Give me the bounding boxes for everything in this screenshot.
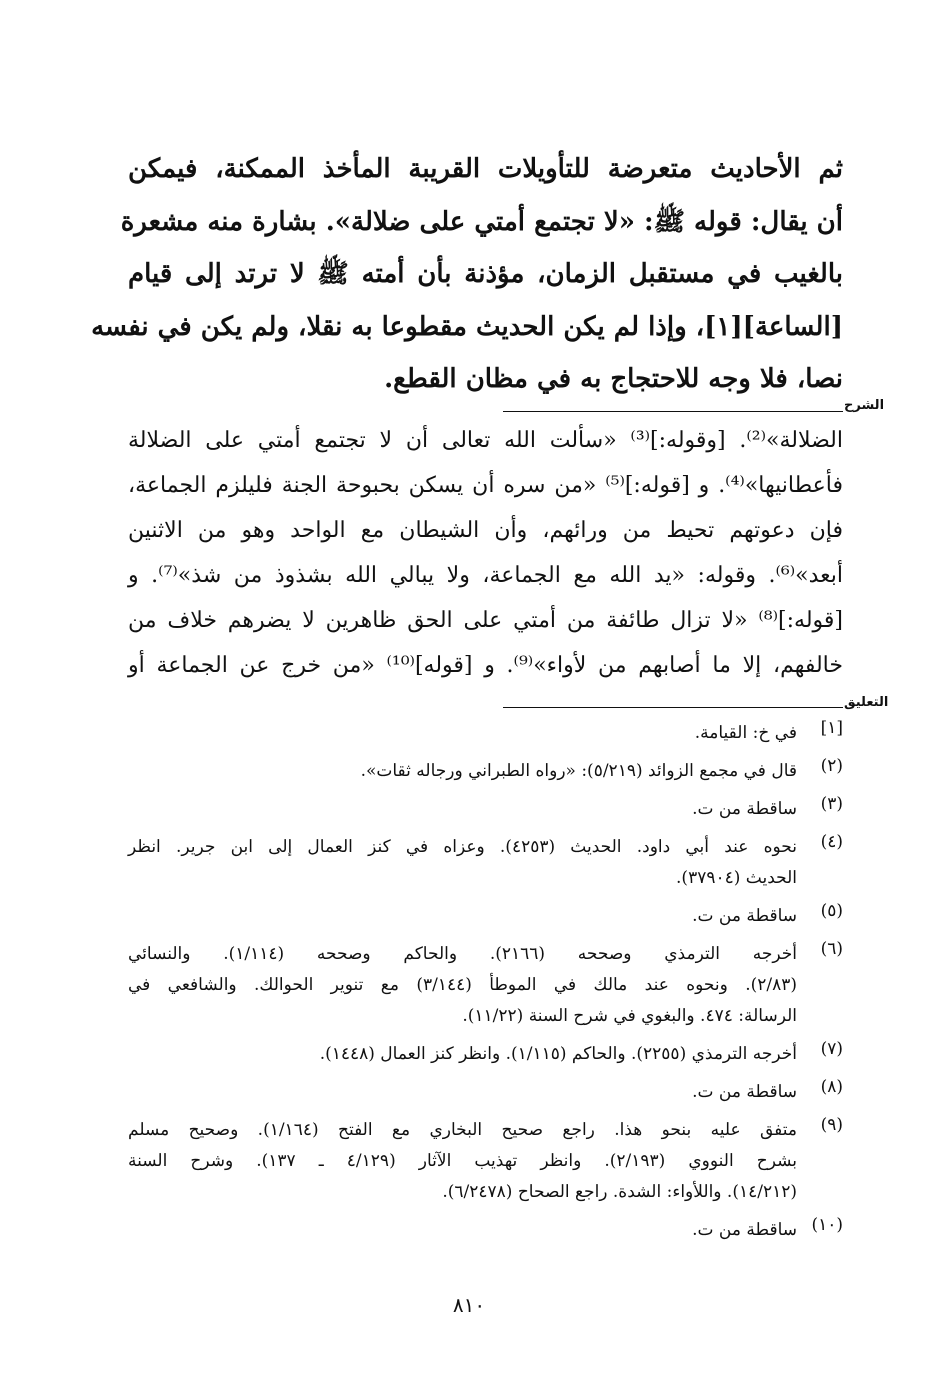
- main-text-line: بالغيب في مستقبل الزمان، مؤذنة بأن أمته ﷺ لا ترتد إلى قيام: [128, 259, 843, 289]
- footnote-item: [128, 794, 843, 825]
- footnote-line: نحوه عند أبي داود. الحديث (٤٢٥٣). وعزاه في كنز العمال إلى ابن جرير. انظر: [128, 837, 797, 857]
- main-text-line: نصا، فلا وجه للاحتجاج به في مظان القطع.: [384, 364, 843, 394]
- sharh-rule: [503, 411, 843, 412]
- sharh-line: الضلالة»⁽²⁾. [وقوله:]⁽³⁾ «سألت الله تعالى أن لا تجتمع أمتي على الضلالة: [128, 428, 843, 453]
- main-text: [91, 143, 843, 406]
- footnote-item: [128, 1077, 843, 1108]
- sharh-line: [قوله:]⁽⁸⁾ «لا تزال طائفة من أمتي على الحق ظاهرين لا يضرهم خلاف من: [128, 608, 843, 633]
- footnote-item: [128, 1039, 843, 1070]
- footnote-line: ساقطة من ت.: [692, 906, 797, 926]
- sharh-line: فأعطانيها»⁽⁴⁾. و [قوله:]⁽⁵⁾ «من سره أن يسكن بحبوحة الجنة فليلزم الجماعة،: [128, 473, 843, 498]
- sharh-text: [128, 418, 843, 688]
- sharh-line: فإن دعوتهم تحيط من ورائهم، وأن الشيطان مع الواحد وهو من الاثنين: [128, 518, 843, 543]
- footnote-line: بشرح النووي (٢/١٩٣). وانظر تهذيب الآثار (٤/١٢٩ ـ ١٣٧). وشرح السنة: [128, 1151, 797, 1171]
- footnote-number: (٥): [820, 901, 843, 921]
- footnote-text: [128, 1077, 797, 1108]
- footnote-text: [128, 718, 797, 749]
- footnote-item: [128, 756, 843, 787]
- sharh-line: خالفهم، إلا ما أصابهم من لأواء»⁽⁹⁾. و [قوله]⁽¹⁰⁾ «من خرج عن الجماعة أو: [128, 653, 843, 678]
- footnote-line: متفق عليه بنحو هذا. راجع صحيح البخاري مع الفتح (١/١٦٤). وصحيح مسلم: [128, 1120, 798, 1140]
- footnotes: [128, 718, 843, 1253]
- footnote-number: (٤): [820, 832, 843, 852]
- main-text-line: [الساعة][١]، وإذا لم يكن الحديث مقطوعا به نقلا، ولم يكن في نفسه: [91, 311, 843, 342]
- main-text-line: ثم الأحاديث متعرضة للتأويلات القريبة المأخذ الممكنة، فيمكن: [128, 154, 843, 184]
- footnote-line: أخرجه الترمذي (٢٢٥٥). والحاكم (١/١١٥). وانظر كنز العمال (١٤٤٨).: [319, 1044, 797, 1064]
- footnote-line: ساقطة من ت.: [692, 1082, 797, 1102]
- footnote-text: [128, 1039, 797, 1070]
- sharh-label: الشرح: [844, 398, 885, 413]
- footnote-line: الحديث (٣٧٩٠٤).: [676, 868, 797, 888]
- footnote-number: (٩): [820, 1115, 843, 1135]
- footnote-line: الرسالة: ٤٧٤. والبغوي في شرح السنة (١١/٢٢).: [462, 1006, 797, 1026]
- footnote-item: [128, 1115, 843, 1208]
- taaliq-rule: [503, 707, 843, 708]
- footnote-line: (١٤/٢١٢). واللأواء: الشدة. راجع الصحاح (٦/٢٤٧٨).: [442, 1182, 797, 1202]
- footnote-text: [128, 832, 797, 894]
- footnote-number: [١]: [820, 718, 843, 738]
- footnote-line: قال في مجمع الزوائد (٥/٢١٩): «رواه الطبراني ورجاله ثقات».: [360, 761, 797, 781]
- footnote-text: [128, 939, 797, 1032]
- footnote-number: (٨): [820, 1077, 843, 1097]
- main-text-line: أن يقال: قوله ﷺ: «لا تجتمع أمتي على ضلالة». بشارة منه مشعرة: [120, 206, 843, 237]
- footnote-number: (٣): [820, 794, 843, 814]
- footnote-text: [128, 1215, 797, 1246]
- footnote-line: (٢/٨٣). ونحوه عند مالك في الموطأ (٣/١٤٤) مع تنوير الحوالك. والشافعي في: [128, 975, 797, 995]
- footnote-number: (٧): [820, 1039, 843, 1059]
- footnote-item: [128, 718, 843, 749]
- footnote-item: [128, 1215, 843, 1246]
- footnote-text: [128, 794, 797, 825]
- footnote-item: [128, 901, 843, 932]
- footnote-number: (١٠): [811, 1215, 843, 1235]
- footnote-text: [128, 1115, 797, 1208]
- footnote-number: (٦): [820, 939, 843, 959]
- page-number: ٨١٠: [452, 1293, 486, 1317]
- footnote-text: [128, 901, 797, 932]
- footnote-line: أخرجه الترمذي وصححه (٢١٦٦). والحاكم وصححه (١/١١٤). والنسائي: [128, 944, 797, 964]
- footnote-number: (٢): [820, 756, 843, 776]
- footnote-line: ساقطة من ت.: [692, 799, 797, 819]
- footnote-line: في خ: القيامة.: [694, 723, 797, 743]
- taaliq-label: التعليق: [844, 695, 889, 710]
- footnote-text: [128, 756, 797, 787]
- footnote-item: [128, 832, 843, 894]
- footnote-line: ساقطة من ت.: [692, 1220, 797, 1240]
- sharh-line: أبعد»⁽⁶⁾. وقوله: «يد الله مع الجماعة، ولا يبالي الله بشذوذ من شذ»⁽⁷⁾. و: [128, 563, 843, 588]
- footnote-item: [128, 939, 843, 1032]
